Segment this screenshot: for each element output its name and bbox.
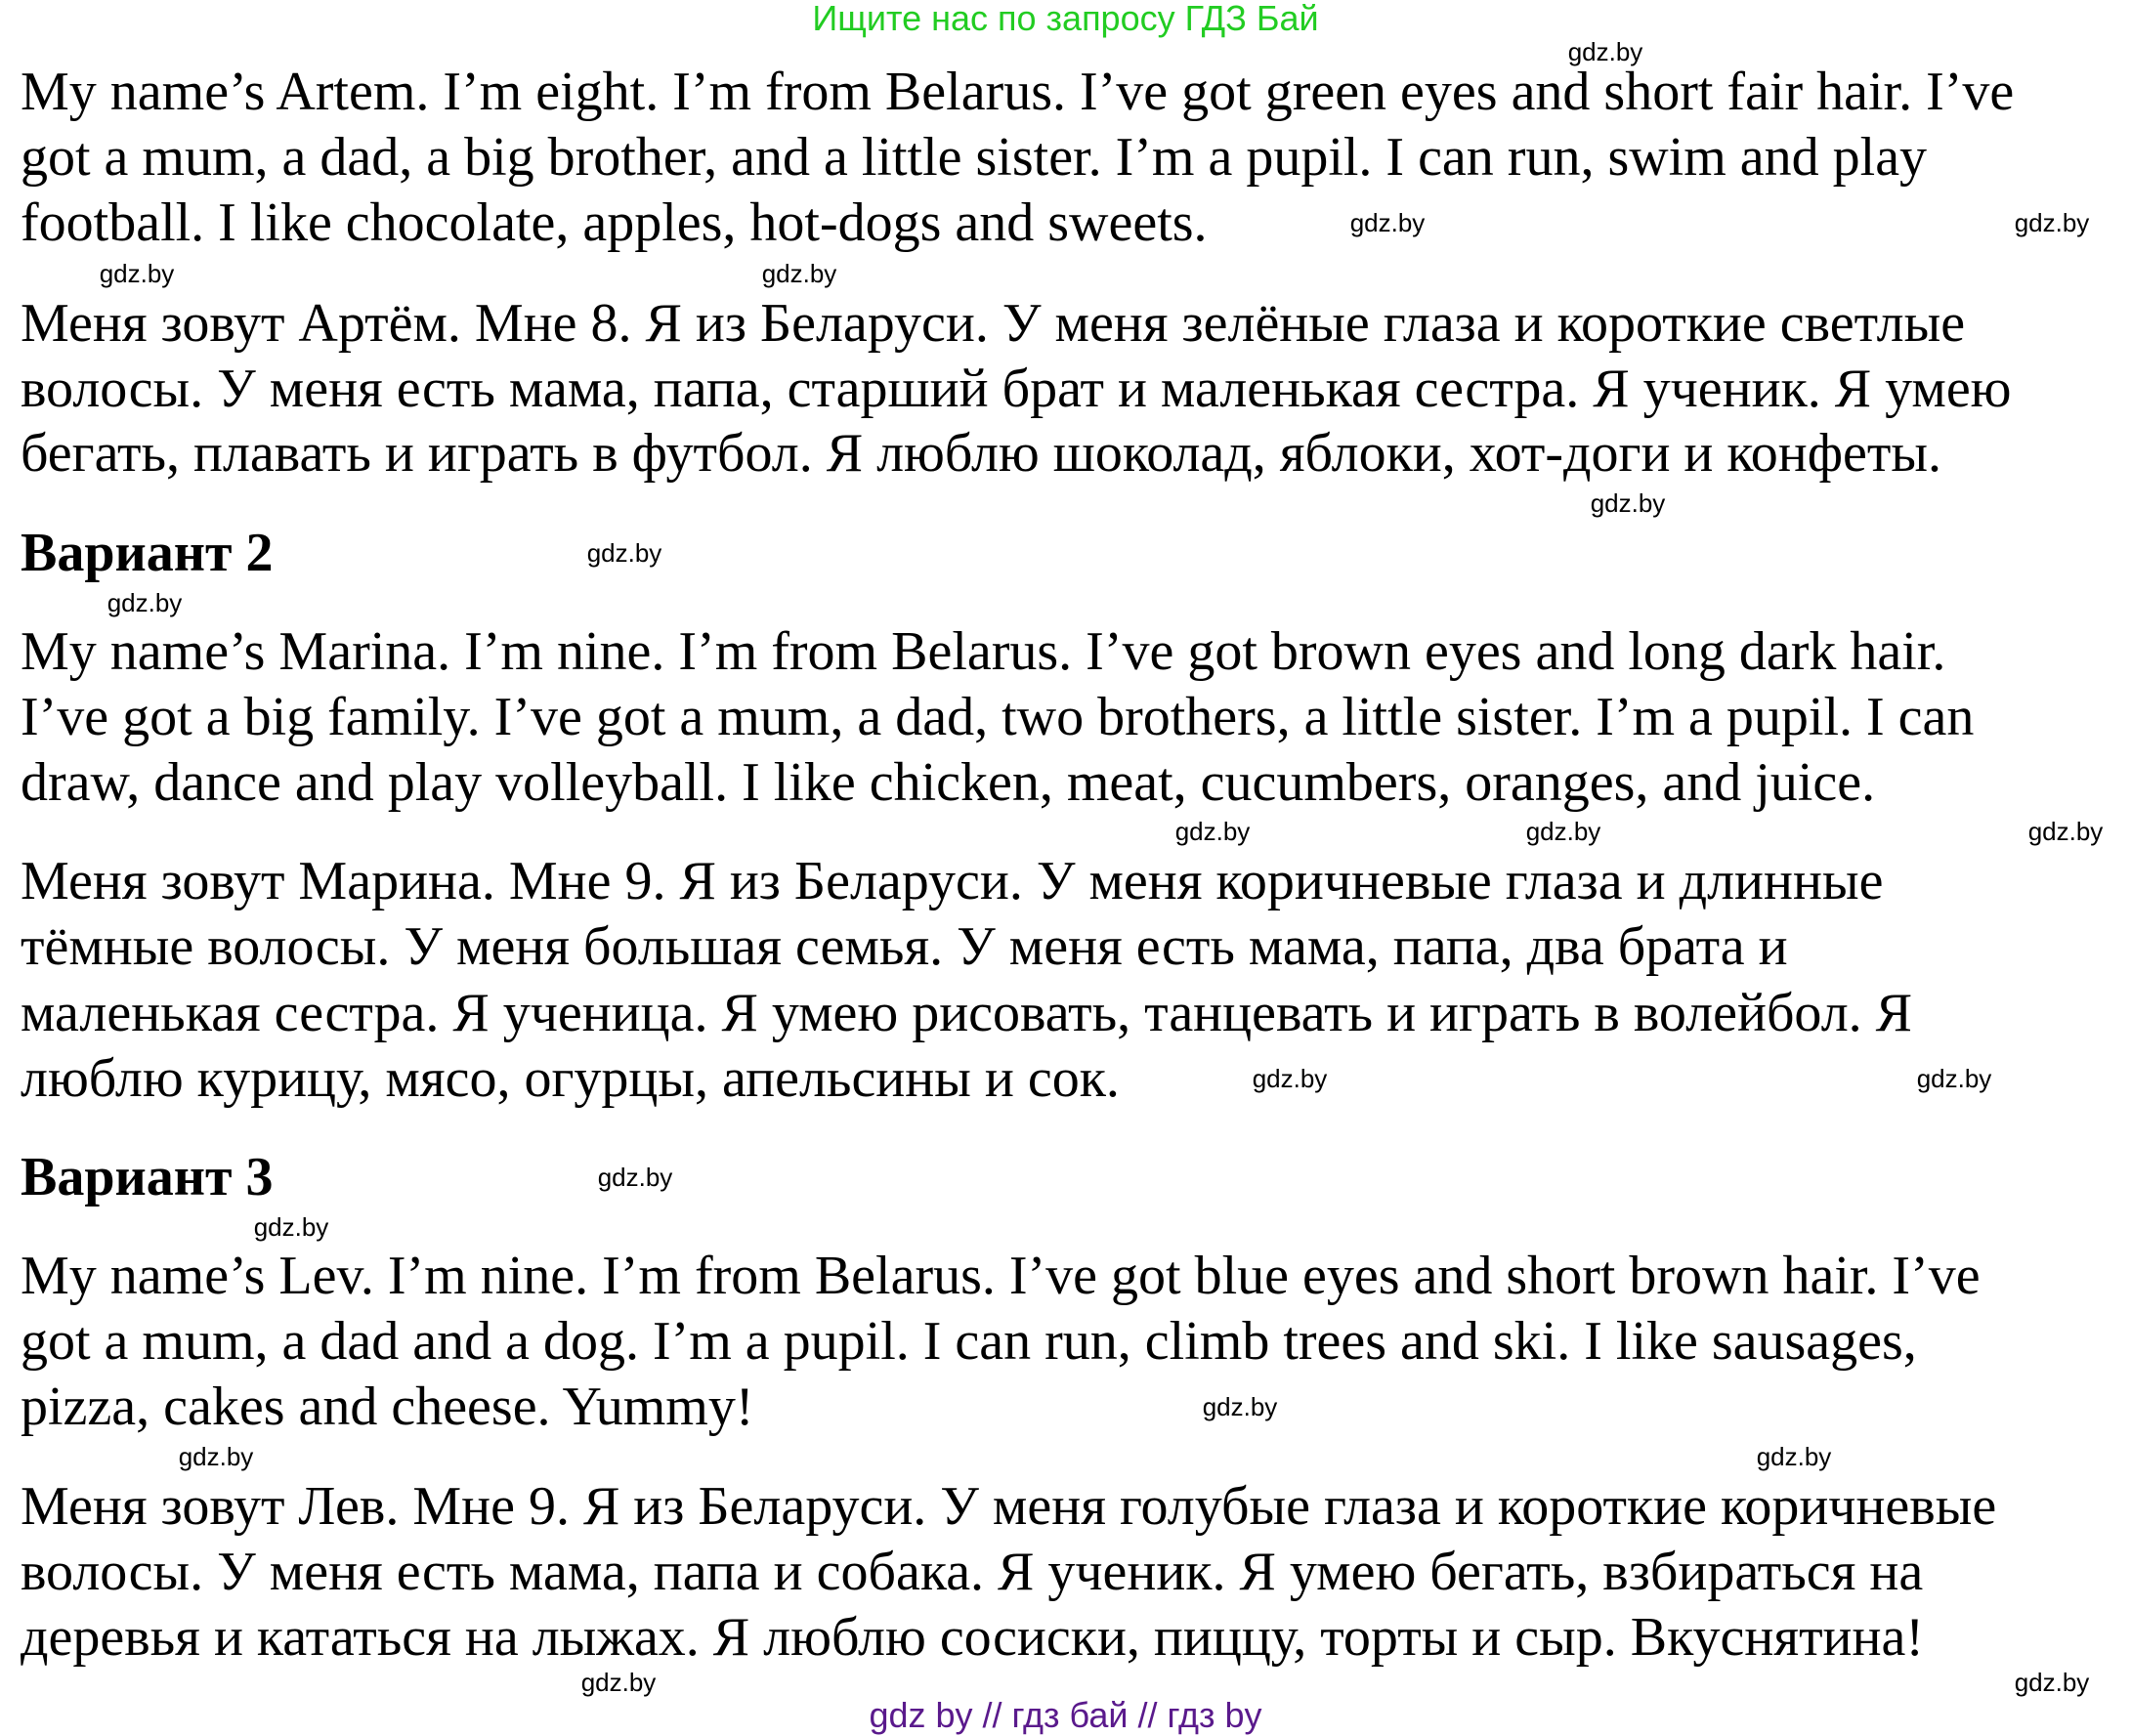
watermark: gdz.by [2014,208,2090,237]
text-line: Меня зовут Лев. Мне 9. Я из Беларуси. У меня голубые глаза и короткие коричневые [21,1476,1997,1537]
watermark: gdz.by [1252,1064,1328,1093]
watermark: gdz.by [580,1668,657,1697]
text-line: люблю курицу, мясо, огурцы, апельсины и сок. [21,1048,1120,1109]
text-line: тёмные волосы. У меня большая семья. У меня есть мама, папа, два брата и [21,916,1788,977]
text-line: деревья и кататься на лыжах. Я люблю сосиски, пиццу, торты и сыр. Вкуснятина! [21,1607,1924,1668]
watermark: gdz.by [597,1163,673,1192]
text-line: Меня зовут Марина. Мне 9. Я из Беларуси. У меня коричневые глаза и длинные [21,851,1884,911]
footer-links: gdz by // гдз бай // гдз by [869,1695,1262,1735]
watermark: gdz.by [178,1442,254,1471]
text-line: got a mum, a dad, a big brother, and a little sister. I’m a pupil. I can run, swim and play [21,127,1928,188]
watermark: gdz.by [2014,1668,2090,1697]
watermark: gdz.by [761,259,837,288]
watermark: gdz.by [1756,1442,1832,1471]
text-line: маленькая сестра. Я ученица. Я умею рисовать, танцевать и играть в волейбол. Я [21,983,1912,1043]
watermark: gdz.by [586,538,662,568]
text-line: My name’s Marina. I’m nine. I’m from Belarus. I’ve got brown eyes and long dark hair. [21,621,1946,682]
text-line: draw, dance and play volleyball. I like chicken, meat, cucumbers, oranges, and juice. [21,752,1876,813]
search-hint-banner: Ищите нас по запросу ГДЗ Бай [812,0,1319,38]
watermark: gdz.by [1590,488,1666,518]
watermark: gdz.by [99,259,175,288]
text-line: My name’s Artem. I’m eight. I’m from Belarus. I’ve got green eyes and short fair hair. I’ve [21,62,2015,122]
section-heading: Вариант 2 [21,523,274,583]
watermark: gdz.by [1567,37,1643,66]
text-line: got a mum, a dad and a dog. I’m a pupil. I can run, climb trees and ski. I like sausages, [21,1311,1917,1372]
text-line: волосы. У меня есть мама, папа, старший брат и маленькая сестра. Я ученик. Я умею [21,359,2012,419]
watermark: gdz.by [253,1212,329,1242]
watermark: gdz.by [1349,208,1426,237]
watermark: gdz.by [1525,817,1601,846]
text-line: волосы. У меня есть мама, папа и собака. Я ученик. Я умею бегать, взбираться на [21,1542,1924,1602]
text-line: Меня зовут Артём. Мне 8. Я из Беларуси. У меня зелёные глаза и короткие светлые [21,293,1966,354]
watermark: gdz.by [1174,817,1251,846]
text-line: I’ve got a big family. I’ve got a mum, a dad, two brothers, a little sister. I’m a pupil. I can [21,687,1975,747]
watermark: gdz.by [107,588,183,617]
section-heading: Вариант 3 [21,1147,274,1207]
watermark: gdz.by [1202,1392,1278,1421]
watermark: gdz.by [1916,1064,1992,1093]
watermark: gdz.by [2027,817,2104,846]
text-line: pizza, cakes and cheese. Yummy! [21,1376,754,1437]
text-line: My name’s Lev. I’m nine. I’m from Belarus. I’ve got blue eyes and short brown hair. I’ve [21,1246,1981,1306]
text-line: football. I like chocolate, apples, hot-dogs and sweets. [21,192,1208,253]
text-line: бегать, плавать и играть в футбол. Я люблю шоколад, яблоки, хот-доги и конфеты. [21,423,1941,484]
